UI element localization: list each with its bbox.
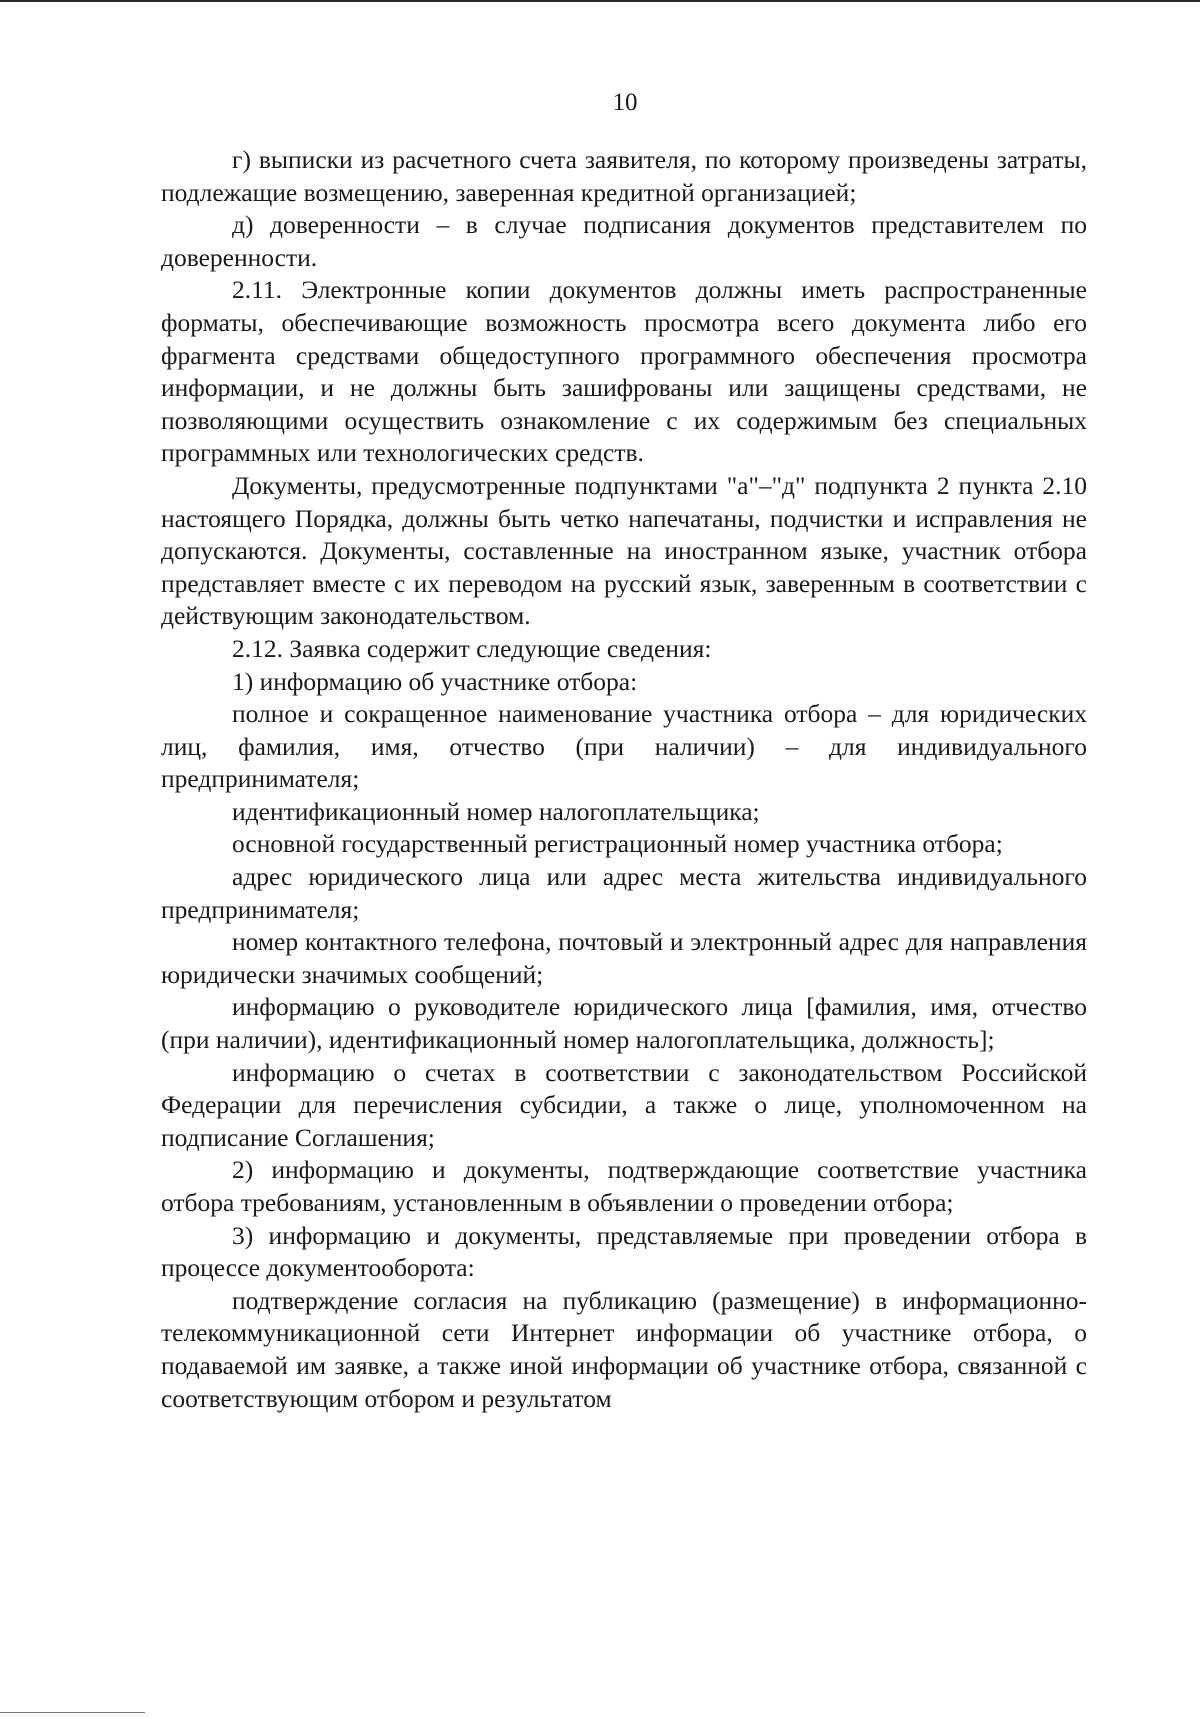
paragraph-1-participant-info: 1) информацию об участнике отбора:: [232, 666, 638, 696]
scan-bottom-line: [0, 1712, 145, 1713]
paragraph-inn: идентификационный номер налогоплательщика;: [232, 796, 760, 826]
paragraph-2-12-application-contents: 2.12. Заявка содержит следующие сведения:: [232, 633, 712, 663]
paragraph-d-power-of-attorney: д) доверенности – в случае подписания документов представителем по доверенности.: [161, 210, 1087, 272]
paragraph-full-name: полное и сокращенное наименование участника отбора – для юридических лиц, фамилия, имя, отчество (при наличии) – для индивидуального предпринимателя;: [161, 699, 1087, 794]
paragraph-head-info: информацию о руководителе юридического лица [фамилия, имя, отчество (при наличии), идентификационный номер налогоплательщика, должность];: [161, 992, 1087, 1055]
page-number: 10: [612, 89, 638, 116]
paragraph-documents-requirements: Документы, предусмотренные подпунктами "а"–"д" подпункта 2 пункта 2.10 настоящего Порядка, должны быть четко напечатаны, подчистки и исправления не допускаются. Документы, составленные на иностранном языке, участник отбора представляет вместе с их переводом на русский язык, заверенным в соответствии с действующим законодательством.: [161, 470, 1087, 631]
paragraph-contacts: номер контактного телефона, почтовый и электронный адрес для направления юридически значимых сообщений;: [161, 927, 1087, 989]
paragraph-2-11-electronic-copies: 2.11. Электронные копии документов должны иметь распространенные форматы, обеспечивающие возможность просмотра всего документа либо его фрагмента средствами общедоступного программного обеспечения просмотра информации, и не должны быть зашифрованы или защищены средствами, не позволяющими осуществить ознакомление с их содержимым без специальных программных или технологических средств.: [161, 275, 1087, 468]
paragraph-g-bank-statement: г) выписки из расчетного счета заявителя, по которому произведены затраты, подлежащие возмещению, заверенная кредитной организацией;: [161, 145, 1087, 207]
document-body: [161, 144, 1087, 1415]
paragraph-2-compliance-docs: 2) информацию и документы, подтверждающие соответствие участника отбора требованиям, установленным в объявлении о проведении отбора;: [161, 1155, 1087, 1217]
paragraph-accounts-info: информацию о счетах в соответствии с законодательством Российской Федерации для перечисления субсидии, а также о лице, уполномоченном на подписание Соглашения;: [161, 1057, 1087, 1152]
paragraph-address: адрес юридического лица или адрес места жительства индивидуального предпринимателя;: [161, 862, 1087, 924]
paragraph-publication-consent: подтверждение согласия на публикацию (размещение) в информационно-телекоммуникационной сети Интернет информации об участнике отбора, о подаваемой им заявке, а также иной информации об участнике отбора, связанной с соответствующим отбором и результатом: [161, 1285, 1087, 1413]
paragraph-3-workflow-docs: 3) информацию и документы, представляемые при проведении отбора в процессе документооборота:: [161, 1220, 1087, 1283]
paragraph-ogrn: основной государственный регистрационный номер участника отбора;: [232, 829, 1003, 859]
scan-top-border: [0, 0, 1200, 2]
